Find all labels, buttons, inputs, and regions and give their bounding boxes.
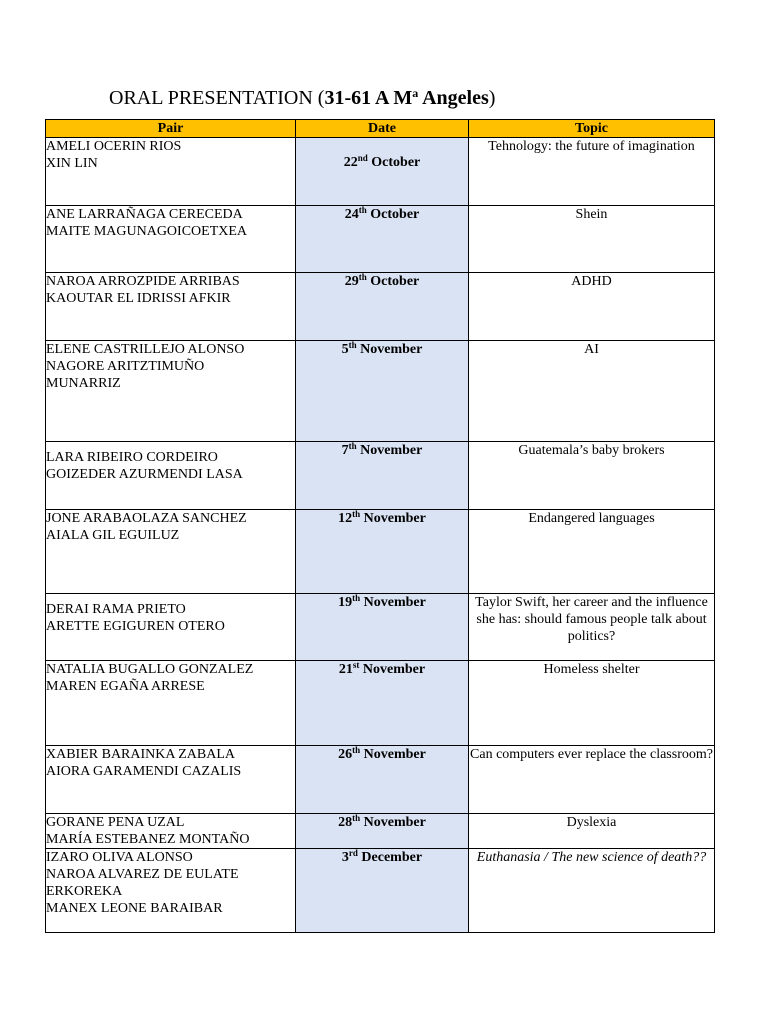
date-day: 28 bbox=[338, 815, 353, 830]
title-group-text: 31-61 A M bbox=[324, 87, 413, 109]
date-cell bbox=[296, 442, 469, 510]
student-name: NAROA ALVAREZ DE EULATE bbox=[46, 867, 239, 882]
student-name: XIN LIN bbox=[46, 156, 98, 171]
date-month: October bbox=[366, 274, 420, 289]
date-suffix: th bbox=[352, 813, 361, 823]
topic-cell: Homeless shelter bbox=[469, 661, 715, 746]
student-name: GORANE PENA UZAL bbox=[46, 815, 185, 830]
date-suffix: th bbox=[348, 441, 357, 451]
student-name: DERAI RAMA PRIETO bbox=[46, 602, 186, 617]
date-day: 3 bbox=[341, 850, 349, 865]
topic-cell: Endangered languages bbox=[469, 510, 715, 594]
table-row bbox=[46, 442, 715, 510]
table-row bbox=[46, 206, 715, 273]
student-name: NAROA ARROZPIDE ARRIBAS bbox=[46, 274, 240, 289]
table-header-row bbox=[46, 120, 715, 138]
date-suffix: th bbox=[352, 745, 361, 755]
date-cell bbox=[296, 849, 469, 933]
topic-cell: Tehnology: the future of imagination bbox=[469, 138, 715, 206]
student-name: XABIER BARAINKA ZABALA bbox=[46, 747, 235, 762]
date-day: 12 bbox=[338, 511, 353, 526]
presentation-schedule-table bbox=[45, 119, 715, 933]
table-row bbox=[46, 661, 715, 746]
student-name: LARA RIBEIRO CORDEIRO bbox=[46, 450, 218, 465]
pair-cell bbox=[46, 510, 296, 594]
date-cell bbox=[296, 273, 469, 341]
title-superscript: a bbox=[412, 86, 419, 100]
date-cell bbox=[296, 206, 469, 273]
date-day: 7 bbox=[341, 443, 349, 458]
student-name: ERKOREKA bbox=[46, 884, 123, 899]
date-month: November bbox=[356, 342, 423, 357]
pair-cell bbox=[46, 341, 296, 442]
topic-cell: Shein bbox=[469, 206, 715, 273]
pair-cell bbox=[46, 849, 296, 933]
title-suffix: ) bbox=[488, 87, 496, 109]
table-row bbox=[46, 849, 715, 933]
date-suffix: st bbox=[352, 660, 360, 670]
student-name: AMELI OCERIN RIOS bbox=[46, 139, 182, 154]
date-suffix: nd bbox=[357, 153, 368, 163]
date-month: November bbox=[360, 595, 426, 610]
student-name: JONE ARABAOLAZA SANCHEZ bbox=[46, 511, 247, 526]
title-group bbox=[324, 87, 488, 109]
date-cell bbox=[296, 746, 469, 814]
date-day: 24 bbox=[344, 207, 359, 222]
topic-cell: Taylor Swift, her career and the influence she has: should famous people talk about politics? bbox=[469, 594, 715, 661]
header-date: Date bbox=[296, 120, 469, 138]
student-name: MAREN EGAÑA ARRESE bbox=[46, 679, 205, 694]
table-row bbox=[46, 510, 715, 594]
student-name: ANE LARRAÑAGA CERECEDA bbox=[46, 207, 243, 222]
date-day: 5 bbox=[341, 342, 349, 357]
topic-cell: Guatemala’s baby brokers bbox=[469, 442, 715, 510]
date-suffix: th bbox=[358, 205, 367, 215]
title-teacher: Angeles bbox=[418, 87, 489, 109]
date-day: 22 bbox=[343, 155, 358, 170]
date-cell bbox=[296, 594, 469, 661]
date-month: November bbox=[360, 815, 426, 830]
date-day: 26 bbox=[338, 747, 353, 762]
pair-cell bbox=[46, 661, 296, 746]
date-cell bbox=[296, 341, 469, 442]
student-name: AIALA GIL EGUILUZ bbox=[46, 528, 180, 543]
topic-cell: Dyslexia bbox=[469, 814, 715, 849]
header-pair: Pair bbox=[46, 120, 296, 138]
student-name: KAOUTAR EL IDRISSI AFKIR bbox=[46, 291, 231, 306]
student-name: MUNARRIZ bbox=[46, 376, 121, 391]
student-name: GOIZEDER AZURMENDI LASA bbox=[46, 467, 243, 482]
student-name: MAITE MAGUNAGOICOETXEA bbox=[46, 224, 248, 239]
header-topic: Topic bbox=[469, 120, 715, 138]
pair-cell bbox=[46, 138, 296, 206]
pair-cell bbox=[46, 273, 296, 341]
topic-cell: Euthanasia / The new science of death?? bbox=[469, 849, 715, 933]
date-cell bbox=[296, 510, 469, 594]
student-name: MANEX LEONE BARAIBAR bbox=[46, 901, 223, 916]
student-name: ARETTE EGIGUREN OTERO bbox=[46, 619, 225, 634]
table-row bbox=[46, 814, 715, 849]
topic-cell: ADHD bbox=[469, 273, 715, 341]
date-day: 29 bbox=[344, 274, 359, 289]
student-name: IZARO OLIVA ALONSO bbox=[46, 850, 193, 865]
date-month: November bbox=[359, 662, 426, 677]
date-cell bbox=[296, 814, 469, 849]
date-suffix: th bbox=[358, 272, 367, 282]
student-name: AIORA GARAMENDI CAZALIS bbox=[46, 764, 242, 779]
date-month: November bbox=[360, 511, 426, 526]
student-name: ELENE CASTRILLEJO ALONSO bbox=[46, 342, 245, 357]
table-row bbox=[46, 341, 715, 442]
date-month: October bbox=[366, 207, 420, 222]
date-suffix: th bbox=[352, 593, 361, 603]
date-suffix: th bbox=[348, 340, 357, 350]
table-row bbox=[46, 273, 715, 341]
date-month: October bbox=[367, 155, 421, 170]
pair-cell bbox=[46, 206, 296, 273]
date-suffix: rd bbox=[348, 848, 358, 858]
title-prefix: ORAL PRESENTATION ( bbox=[109, 87, 325, 109]
date-day: 19 bbox=[338, 595, 353, 610]
date-month: December bbox=[357, 850, 423, 865]
table-row bbox=[46, 594, 715, 661]
date-cell bbox=[296, 138, 469, 206]
pair-cell bbox=[46, 814, 296, 849]
document-title bbox=[109, 86, 495, 110]
date-day: 21 bbox=[338, 662, 353, 677]
pair-cell bbox=[46, 594, 296, 661]
student-name: NAGORE ARITZTIMUÑO bbox=[46, 359, 205, 374]
table-row bbox=[46, 138, 715, 206]
pair-cell bbox=[46, 746, 296, 814]
topic-cell: Can computers ever replace the classroom? bbox=[469, 746, 715, 814]
date-month: November bbox=[360, 747, 426, 762]
table-row bbox=[46, 746, 715, 814]
topic-cell: AI bbox=[469, 341, 715, 442]
student-name: MARÍA ESTEBANEZ MONTAÑO bbox=[46, 832, 250, 847]
date-cell bbox=[296, 661, 469, 746]
student-name: NATALIA BUGALLO GONZALEZ bbox=[46, 662, 254, 677]
date-suffix: th bbox=[352, 509, 361, 519]
pair-cell bbox=[46, 442, 296, 510]
date-month: November bbox=[356, 443, 423, 458]
